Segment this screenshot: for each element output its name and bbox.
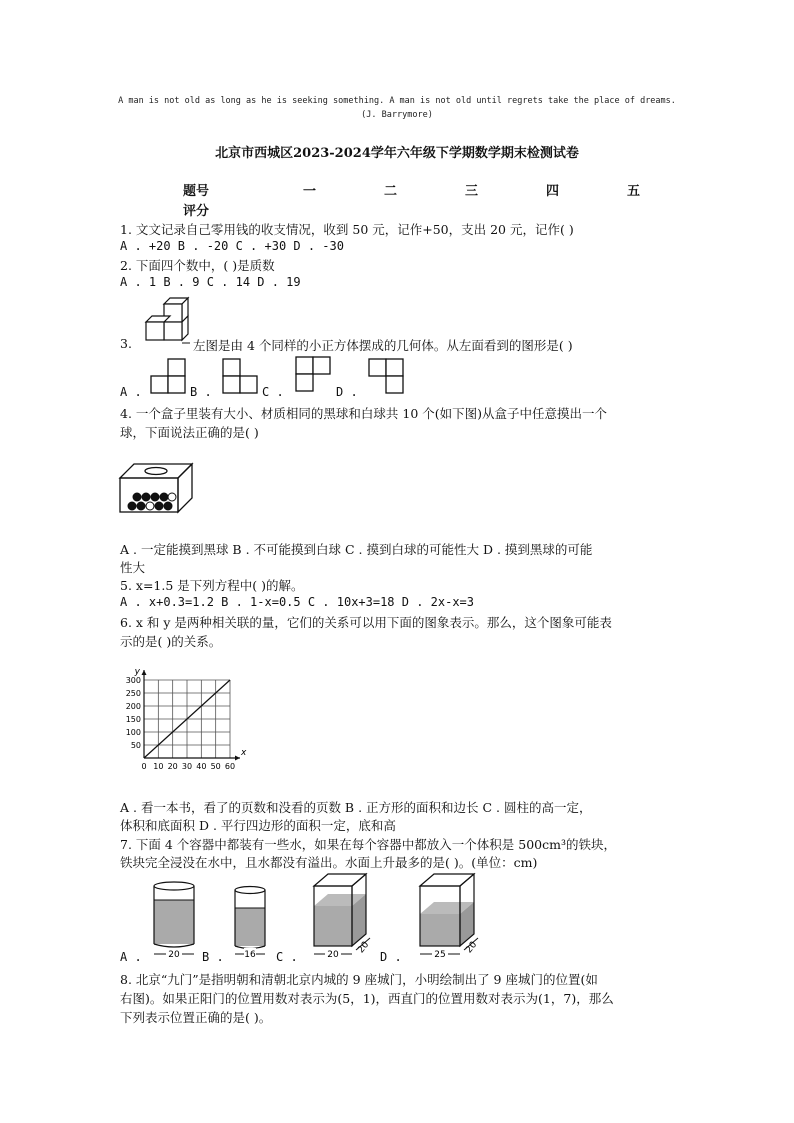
q3-label-a: A . bbox=[120, 385, 142, 399]
y-tick-label: 150 bbox=[125, 715, 141, 724]
score-col-2: 二 bbox=[384, 184, 398, 199]
q7-a-dimension: 20 bbox=[168, 950, 180, 960]
q3-cube-figure bbox=[138, 296, 190, 344]
q1-options: A . +20 B . -20 C . +30 D . -30 bbox=[120, 239, 344, 253]
q5-stem: 5. x=1.5 是下列方程中( )的解。 bbox=[120, 578, 304, 593]
y-tick-label: 300 bbox=[125, 676, 141, 685]
q7-container-b bbox=[230, 884, 270, 960]
x-tick-label: 10 bbox=[153, 762, 164, 771]
q7-container-d bbox=[412, 870, 484, 960]
q6-options-line-1: A . 看一本书，看了的页数和没看的页数 B . 正方形的面积和边长 C . 圆柱的高一定， bbox=[120, 800, 592, 815]
q4-options-line-2: 性大 bbox=[120, 560, 146, 575]
q3-stem: 左图是由 4 个同样的小正方体摆成的几何体。从左面看到的图形是( ) bbox=[193, 338, 573, 353]
q7-stem-line-1: 7. 下面 4 个容器中都装有一些水，如果在每个容器中都放入一个体积是 500cm³的铁块， bbox=[120, 837, 616, 852]
q3-option-d-shape bbox=[368, 358, 406, 396]
score-col-1: 一 bbox=[303, 184, 317, 199]
score-table-col-label: 题号 bbox=[183, 184, 210, 199]
q7-d-side-dimension: 20 bbox=[464, 940, 480, 956]
q3-option-b-shape bbox=[222, 358, 260, 396]
q7-label-d: D . bbox=[380, 950, 402, 964]
q8-stem-line-1: 8. 北京“九门”是指明朝和清朝北京内城的 9 座城门，小明绘制出了 9 座城门的位置(如 bbox=[120, 972, 598, 987]
q2-stem: 2. 下面四个数中，( )是质数 bbox=[120, 258, 275, 273]
q7-c-front-dimension: 20 bbox=[327, 950, 339, 960]
y-axis-label: y bbox=[134, 667, 140, 677]
q4-stem-line-1: 4. 一个盒子里装有大小、材质相同的黑球和白球共 10 个(如下图)从盒子中任意摸出一个 bbox=[120, 406, 608, 421]
q7-container-a bbox=[148, 880, 200, 960]
q4-ball-box-figure bbox=[118, 462, 194, 514]
score-col-5: 五 bbox=[627, 184, 641, 199]
y-tick-label: 100 bbox=[125, 728, 141, 737]
q6-stem-line-2: 示的是( )的关系。 bbox=[120, 634, 222, 649]
y-axis-arrow bbox=[142, 670, 147, 675]
q3-number: 3. bbox=[120, 336, 132, 351]
q7-b-dimension: 16 bbox=[244, 950, 256, 960]
x-tick-label: 0 bbox=[141, 762, 147, 771]
q3-option-c-shape bbox=[295, 356, 333, 394]
q7-label-b: B . bbox=[202, 950, 224, 964]
x-tick-label: 20 bbox=[167, 762, 178, 771]
q3-option-a-shape bbox=[150, 358, 188, 396]
q7-d-front-dimension: 25 bbox=[434, 950, 446, 960]
q4-options-line-1: A . 一定能摸到黑球 B . 不可能摸到白球 C . 摸到白球的可能性大 D . 摸到黑球的可能 bbox=[120, 542, 593, 557]
x-tick-label: 30 bbox=[181, 762, 193, 771]
q5-options: A . x+0.3=1.2 B . 1-x=0.5 C . 10x+3=18 D . 2x-x=3 bbox=[120, 595, 475, 609]
x-tick-label: 50 bbox=[210, 762, 221, 771]
q7-container-c bbox=[306, 870, 376, 960]
page-title: 北京市西城区2023-2024学年六年级下学期数学期末检测试卷 bbox=[215, 146, 579, 161]
q7-label-a: A . bbox=[120, 950, 142, 964]
q3-label-b: B . bbox=[190, 385, 212, 399]
q7-c-side-dimension: 20 bbox=[356, 940, 372, 956]
score-table-row-label: 评分 bbox=[183, 204, 210, 219]
x-tick-label: 60 bbox=[224, 762, 236, 771]
q4-stem-line-2: 球，下面说法正确的是( ) bbox=[120, 425, 259, 440]
y-tick-label: 200 bbox=[125, 702, 141, 711]
q2-options: A . 1 B . 9 C . 14 D . 19 bbox=[120, 275, 301, 289]
quote-line-1: A man is not old as long as he is seeking something. A man is not old until regrets take the place of dreams. bbox=[118, 96, 676, 106]
q1-stem: 1. 文文记录自己零用钱的收支情况，收到 50 元，记作+50，支出 20 元，记作( ) bbox=[120, 222, 574, 237]
q7-label-c: C . bbox=[276, 950, 298, 964]
score-col-4: 四 bbox=[546, 184, 560, 199]
q7-stem-line-2: 铁块完全浸没在水中，且水都没有溢出。水面上升最多的是( )。(单位：cm) bbox=[120, 855, 538, 870]
q8-stem-line-3: 下列表示位置正确的是( )。 bbox=[120, 1010, 272, 1025]
quote-line-2: (J. Barrymore) bbox=[361, 110, 433, 120]
y-tick-label: 250 bbox=[125, 689, 141, 698]
q6-stem-line-1: 6. x 和 y 是两种相关联的量，它们的关系可以用下面的图象表示。那么，这个图象可能表 bbox=[120, 615, 612, 630]
score-col-3: 三 bbox=[465, 184, 479, 199]
q3-label-d: D . bbox=[336, 385, 358, 399]
x-axis-arrow bbox=[235, 756, 240, 761]
q6-options-line-2: 体积和底面积 D . 平行四边形的面积一定，底和高 bbox=[120, 818, 396, 833]
q8-stem-line-2: 右图)。如果正阳门的位置用数对表示为(5，1)，西直门的位置用数对表示为(1，7)，那么 bbox=[120, 991, 614, 1006]
y-tick-label: 50 bbox=[130, 741, 141, 750]
x-axis-label: x bbox=[241, 748, 247, 758]
q3-label-c: C . bbox=[262, 385, 284, 399]
x-tick-label: 40 bbox=[196, 762, 207, 771]
q6-line-chart bbox=[120, 662, 250, 774]
